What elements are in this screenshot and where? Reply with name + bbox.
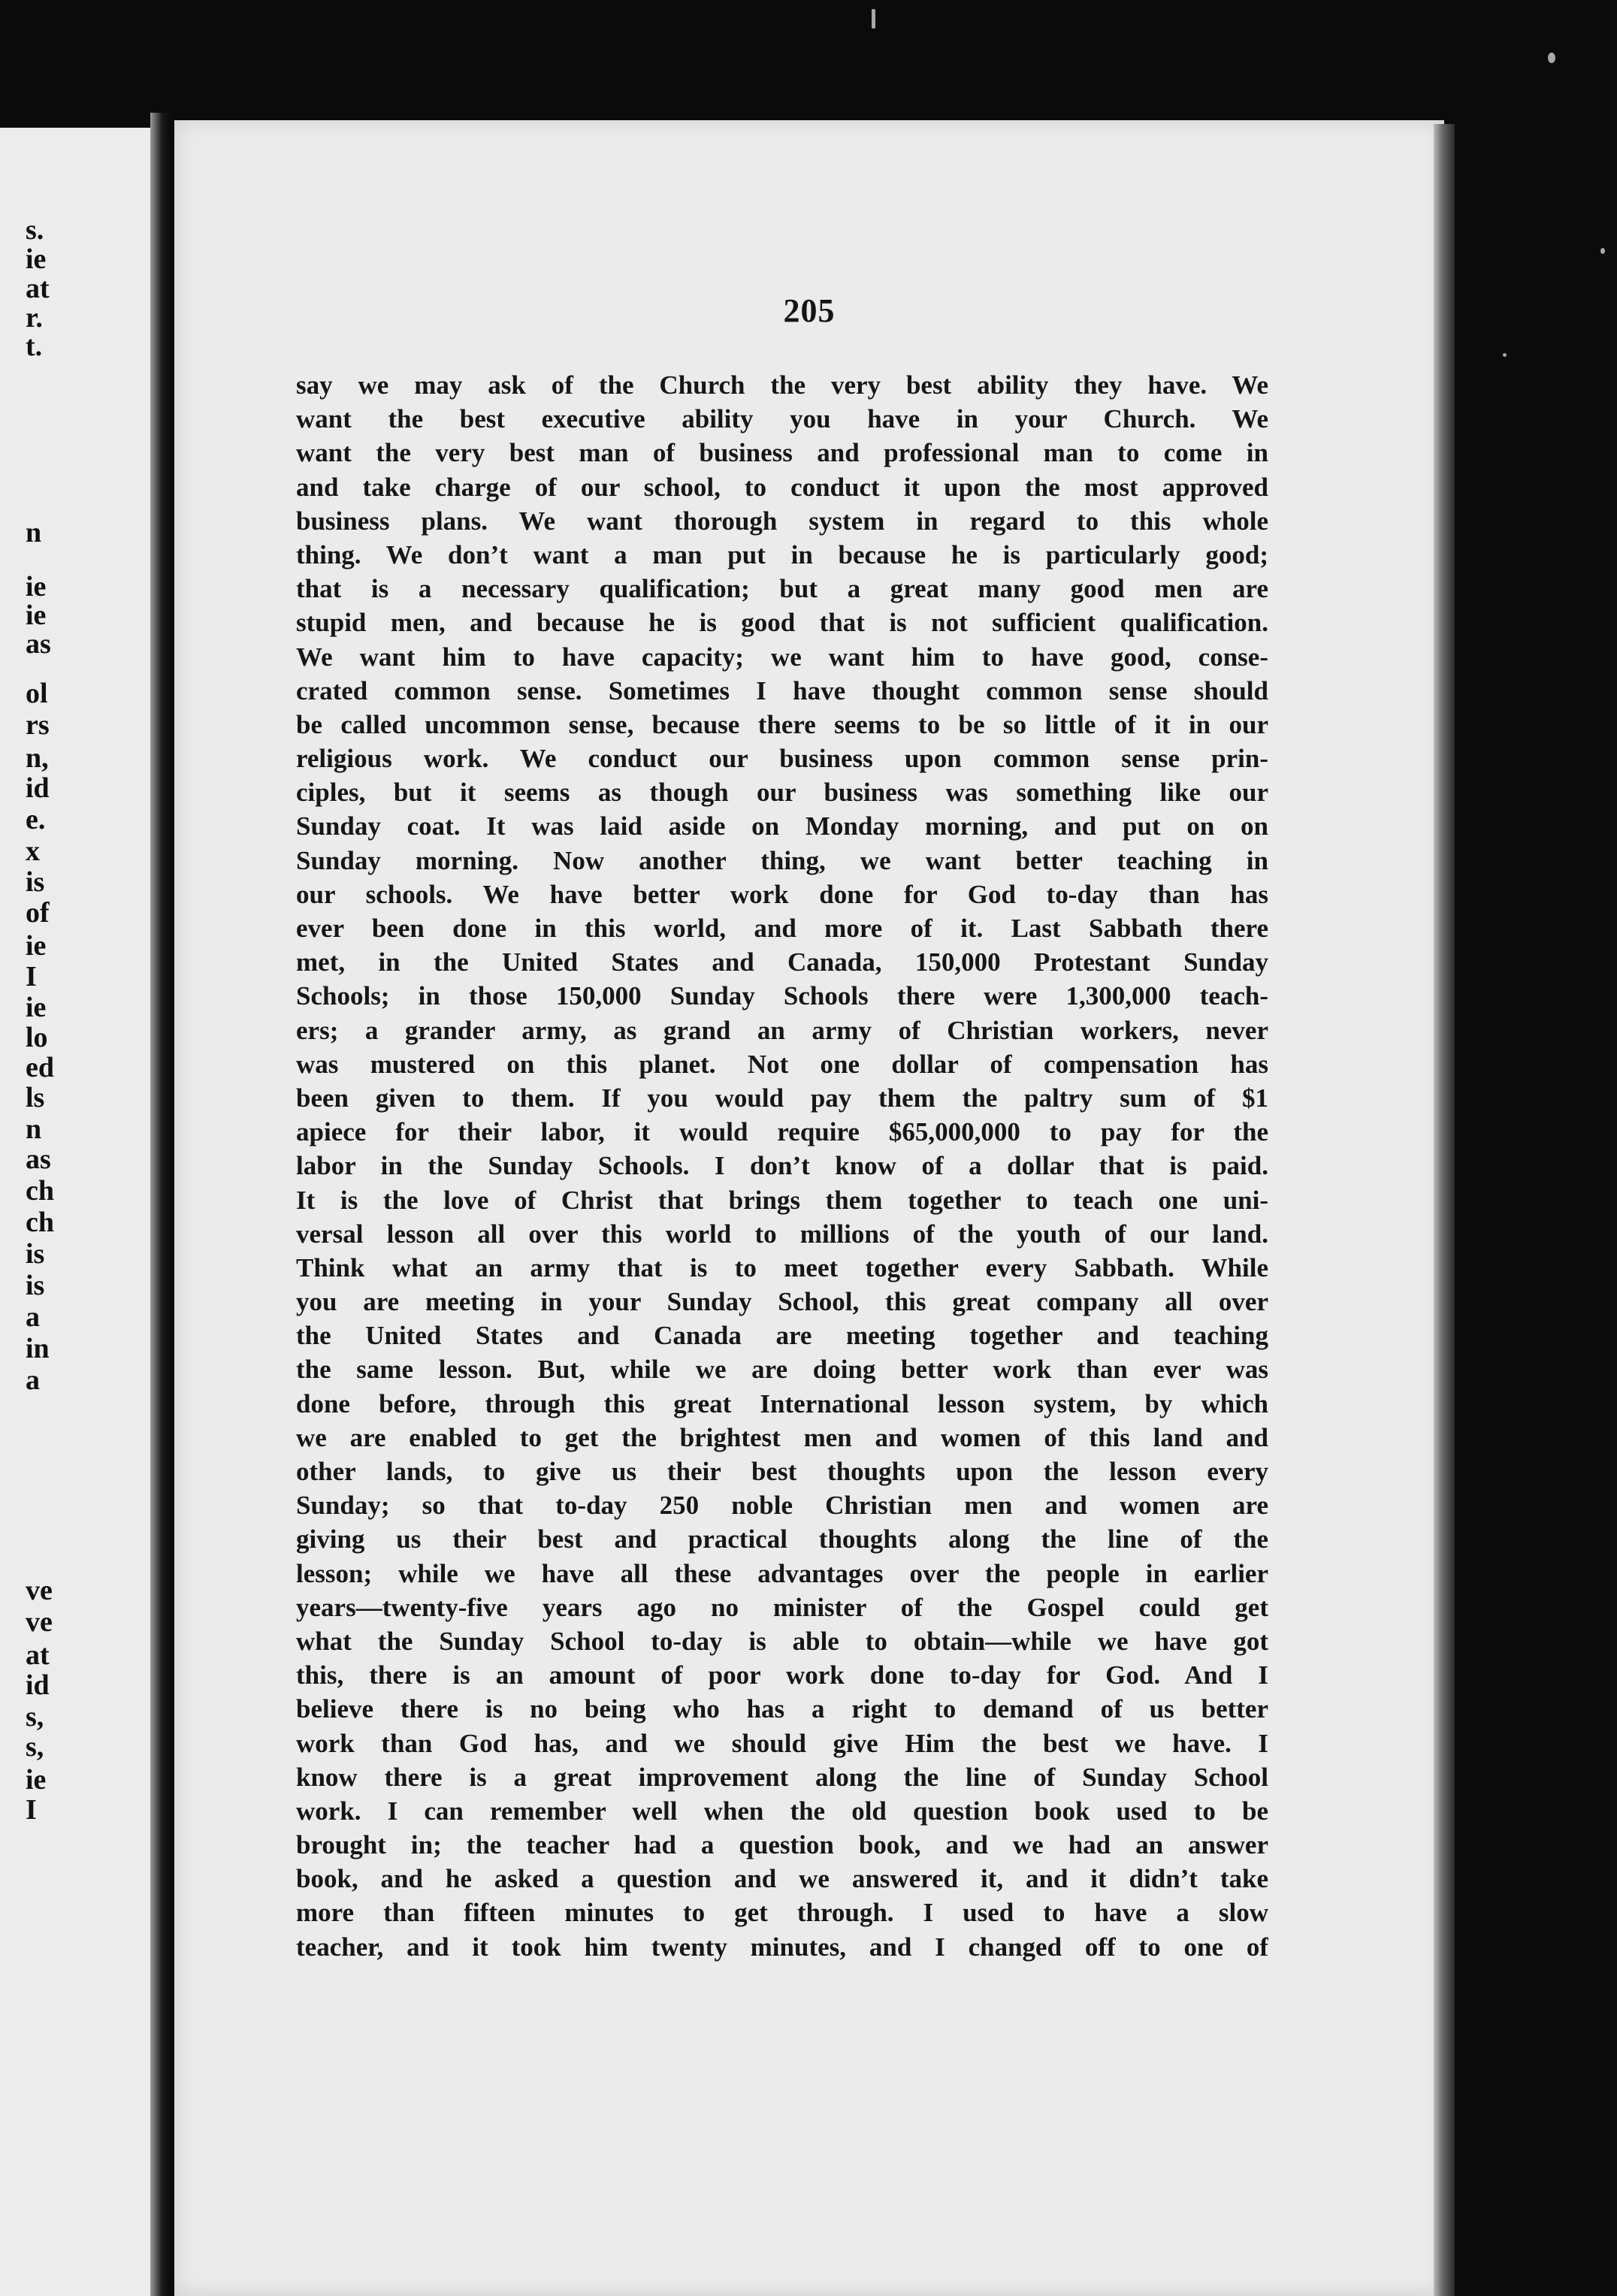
page-number: 205: [783, 292, 836, 329]
previous-page-fragment: at: [26, 273, 50, 304]
text-line: teacher, and it took him twenty minutes, and I changed off to one of: [296, 1932, 1268, 1962]
previous-page-fragment: ie: [26, 243, 47, 275]
text-line: believe there is no being who has a right to demand of us better: [296, 1694, 1268, 1724]
previous-page-fragment: id: [26, 772, 50, 804]
text-line: lesson; while we have all these advantages over the people in earlier: [296, 1558, 1268, 1588]
previous-page-fragment: I: [26, 961, 37, 992]
previous-page-fragment: n: [26, 1113, 42, 1145]
text-line: giving us their best and practical thoughts along the line of the: [296, 1524, 1268, 1554]
previous-page-fragment: ie: [26, 600, 47, 631]
text-line: other lands, to give us their best thoughts upon the lesson every: [296, 1457, 1268, 1486]
text-line: our schools. We have better work done for God to-day than has: [296, 879, 1268, 909]
text-line: work than God has, and we should give Him the best we have. I: [296, 1728, 1268, 1758]
text-line: labor in the Sunday Schools. I don’t know of a dollar that is paid.: [296, 1151, 1268, 1181]
previous-page-fragment: n,: [26, 742, 49, 774]
text-line: be called uncommon sense, because there seems to be so little of it in our: [296, 709, 1268, 739]
previous-page-fragment: I: [26, 1794, 37, 1826]
text-line: that is a necessary qualification; but a great many good men are: [296, 574, 1268, 604]
text-line: met, in the United States and Canada, 150,000 Protestant Sunday: [296, 947, 1268, 977]
text-line: Sunday morning. Now another thing, we want better teaching in: [296, 845, 1268, 875]
previous-page-fragment: ie: [26, 930, 47, 962]
previous-page-fragment: s,: [26, 1731, 44, 1763]
text-line: was mustered on this planet. Not one dollar of compensation has: [296, 1049, 1268, 1079]
text-line: more than fifteen minutes to get through. I used to have a slow: [296, 1898, 1268, 1928]
text-line: want the best executive ability you have in your Church. We: [296, 404, 1268, 434]
previous-page-fragment: s,: [26, 1701, 44, 1733]
previous-page-fragment: of: [26, 897, 50, 929]
previous-page-fragment: ve: [26, 1606, 53, 1638]
scan-speck: [1600, 248, 1605, 254]
scan-speck: [1548, 53, 1555, 63]
text-line: you are meeting in your Sunday School, this great company all over: [296, 1287, 1268, 1317]
text-line: We want him to have capacity; we want him to have good, conse-: [296, 642, 1268, 672]
text-line: we are enabled to get the brightest men and women of this land and: [296, 1422, 1268, 1452]
previous-page-fragment: is: [26, 1238, 45, 1270]
previous-page-fragment: x: [26, 835, 40, 867]
text-line: It is the love of Christ that brings them together to teach one uni-: [296, 1185, 1268, 1215]
scan-speck: [1503, 353, 1507, 357]
text-line: brought in; the teacher had a question book, and we had an answer: [296, 1830, 1268, 1860]
previous-page-fragment: ls: [26, 1082, 45, 1113]
text-line: the United States and Canada are meeting together and teaching: [296, 1321, 1268, 1351]
previous-page-fragment: ve: [26, 1575, 53, 1606]
previous-page-edge: [150, 113, 170, 2296]
text-line: apiece for their labor, it would require $65,000,000 to pay for the: [296, 1117, 1268, 1147]
text-line: years—twenty-five years ago no minister of the Gospel could get: [296, 1592, 1268, 1622]
previous-page-fragment: ol: [26, 678, 48, 709]
book-page: [174, 120, 1444, 2296]
previous-page-fragment: lo: [26, 1022, 48, 1053]
previous-page-fragment: ie: [26, 1764, 47, 1796]
page-right-edge: [1434, 124, 1455, 2296]
previous-page-fragment: at: [26, 1639, 50, 1671]
previous-page-strip: [0, 128, 159, 2296]
text-line: book, and he asked a question and we answered it, and it didn’t take: [296, 1864, 1268, 1894]
text-line: want the very best man of business and professional man to come in: [296, 438, 1268, 468]
text-line: Sunday coat. It was laid aside on Monday morning, and put on on: [296, 811, 1268, 841]
text-line: business plans. We want thorough system in regard to this whole: [296, 506, 1268, 536]
text-line: been given to them. If you would pay them the paltry sum of $1: [296, 1083, 1268, 1113]
previous-page-fragment: ch: [26, 1207, 54, 1238]
text-line: know there is a great improvement along the line of Sunday School: [296, 1762, 1268, 1792]
text-line: versal lesson all over this world to millions of the youth of our land.: [296, 1219, 1268, 1249]
text-line: crated common sense. Sometimes I have thought common sense should: [296, 675, 1268, 705]
previous-page-fragment: in: [26, 1333, 50, 1364]
text-line: stupid men, and because he is good that is not sufficient qualification.: [296, 608, 1268, 638]
previous-page-fragment: e.: [26, 804, 46, 835]
previous-page-fragment: is: [26, 1270, 45, 1301]
previous-page-fragment: ie: [26, 992, 47, 1023]
text-line: say we may ask of the Church the very best ability they have. We: [296, 370, 1268, 400]
previous-page-fragment: r.: [26, 302, 43, 334]
previous-page-fragment: s.: [26, 214, 44, 246]
previous-page-fragment: is: [26, 866, 45, 898]
text-line: religious work. We conduct our business upon common sense prin-: [296, 744, 1268, 774]
text-line: ers; a grander army, as grand an army of Christian workers, never: [296, 1015, 1268, 1045]
previous-page-fragment: n: [26, 517, 42, 548]
scan-speck: [872, 9, 875, 29]
text-line: the same lesson. But, while we are doing better work than ever was: [296, 1355, 1268, 1385]
text-line: Sunday; so that to-day 250 noble Christian men and women are: [296, 1491, 1268, 1521]
previous-page-fragment: t.: [26, 331, 43, 362]
previous-page-fragment: id: [26, 1669, 50, 1701]
text-line: thing. We don’t want a man put in because he is particularly good;: [296, 539, 1268, 569]
text-line: this, there is an amount of poor work done to-day for God. And I: [296, 1660, 1268, 1690]
text-line: and take charge of our school, to conduct it upon the most approved: [296, 472, 1268, 502]
text-line: ciples, but it seems as though our business was something like our: [296, 778, 1268, 808]
page-body-text: [296, 368, 1268, 1964]
previous-page-fragment: as: [26, 628, 51, 660]
previous-page-fragment: rs: [26, 709, 50, 741]
text-line: ever been done in this world, and more of it. Last Sabbath there: [296, 914, 1268, 943]
previous-page-fragment: as: [26, 1143, 51, 1175]
text-line: what the Sunday School to-day is able to obtain—while we have got: [296, 1626, 1268, 1656]
text-line: done before, through this great International lesson system, by which: [296, 1388, 1268, 1418]
previous-page-fragment: a: [26, 1301, 40, 1333]
previous-page-fragment: a: [26, 1364, 40, 1396]
text-line: Schools; in those 150,000 Sunday Schools there were 1,300,000 teach-: [296, 981, 1268, 1011]
text-line: Think what an army that is to meet together every Sabbath. While: [296, 1252, 1268, 1282]
previous-page-fragment: ed: [26, 1052, 54, 1083]
previous-page-fragment: ie: [26, 571, 47, 603]
text-line: work. I can remember well when the old question book used to be: [296, 1796, 1268, 1826]
previous-page-fragment: ch: [26, 1175, 54, 1207]
